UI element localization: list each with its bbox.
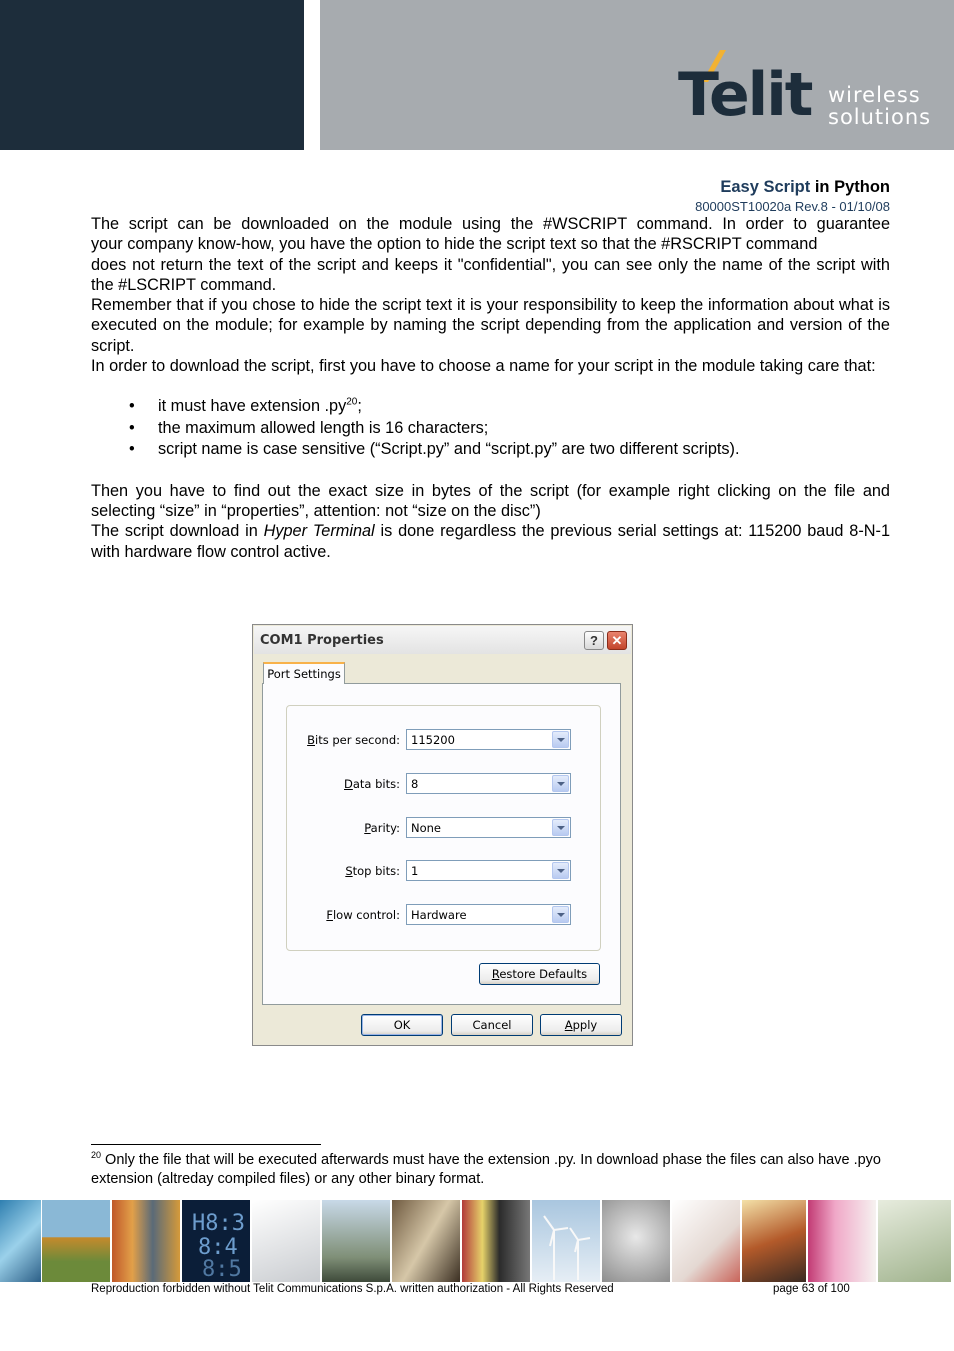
flow-control-row (287, 904, 600, 926)
body-text (91, 214, 890, 562)
list-item-text: script name is case sensitive (“Script.py” and “script.py” are two different scripts). (158, 440, 740, 459)
footer-photo (252, 1200, 320, 1282)
access-key: P (364, 821, 371, 835)
footer-photo (742, 1200, 806, 1282)
list-item-text: the maximum allowed length is 16 characters; (158, 418, 489, 437)
footer-image-strip (0, 1200, 954, 1282)
button-label: estore Defaults (499, 967, 588, 981)
button-label: pply (572, 1018, 598, 1032)
tab-port-settings[interactable]: Port Settings (263, 662, 345, 684)
bits-per-second-label (307, 733, 400, 747)
access-key: B (307, 733, 315, 747)
footer-photo (808, 1200, 876, 1282)
bits-per-second-select[interactable] (406, 729, 571, 750)
list-item-end: ; (357, 397, 362, 416)
label-text: ata bits: (352, 777, 400, 791)
parity-row (287, 817, 600, 839)
bits-per-second-row (287, 729, 600, 751)
logo-tagline-line1: wireless (828, 83, 921, 107)
com1-properties-dialog (252, 624, 633, 1046)
header-dark-panel (0, 0, 304, 150)
flow-control-label (326, 908, 400, 922)
stop-bits-label (345, 864, 400, 878)
access-key: R (491, 967, 500, 981)
chevron-down-icon[interactable] (552, 862, 569, 879)
stop-bits-row (287, 860, 600, 882)
flow-control-select[interactable] (406, 904, 571, 925)
logo-wordmark: Telit (678, 60, 812, 130)
footnote-text: Only the file that will be executed afterwards must have the extension .py. In download phase the files can also have .pyo extension (altreday compiled files) or any other binary format. (91, 1152, 881, 1187)
footer-photo (322, 1200, 390, 1282)
logo-tagline-line2: solutions (828, 105, 932, 129)
label-text: top bits: (352, 864, 400, 878)
select-value: 8 (411, 777, 419, 791)
paragraph-5-text: The script download in (91, 522, 264, 541)
ok-button[interactable]: OK (361, 1014, 443, 1036)
data-bits-select[interactable] (406, 773, 571, 794)
footnote-divider (91, 1144, 321, 1145)
label-text: arity: (370, 821, 400, 835)
dialog-title: COM1 Properties (260, 633, 384, 648)
footer-photo (42, 1200, 110, 1282)
settings-group (286, 705, 601, 951)
footer-photo (462, 1200, 530, 1282)
list-item (91, 418, 890, 440)
label-text: low control: (332, 908, 400, 922)
footer-photo (112, 1200, 180, 1282)
footer-photo (392, 1200, 460, 1282)
help-button[interactable]: ? (584, 631, 604, 650)
stop-bits-select[interactable] (406, 860, 571, 881)
select-value: 115200 (411, 733, 455, 747)
apply-button[interactable] (540, 1014, 622, 1036)
footer-photo (878, 1200, 951, 1282)
close-button[interactable]: ✕ (607, 631, 627, 650)
tab-panel (262, 683, 621, 1005)
document-reference: 80000ST10020a Rev.8 - 01/10/08 (695, 199, 890, 214)
document-title (720, 178, 890, 197)
logo-tagline (828, 84, 931, 128)
footer-photo-wind-turbines (540, 1206, 594, 1280)
paragraph-1-rest: does not return the text of the script and keeps it "confidential", you can see only the name of the script with the #LSCRIPT command. (91, 255, 890, 294)
chevron-down-icon[interactable] (552, 819, 569, 836)
data-bits-label (344, 777, 400, 791)
paragraph-1-line-1: The script can be downloaded on the module using the #WSCRIPT command. In order to guarantee (91, 215, 890, 233)
chevron-down-icon[interactable] (552, 906, 569, 923)
requirements-list (91, 396, 890, 461)
select-value: 1 (411, 864, 419, 878)
parity-label (364, 821, 400, 835)
access-key: D (344, 777, 353, 791)
cancel-button[interactable]: Cancel (451, 1014, 533, 1036)
select-value: Hardware (411, 908, 467, 922)
access-key: A (564, 1018, 573, 1032)
paragraph-3: In order to download the script, first you have to choose a name for your script in the module taking care that: (91, 357, 876, 376)
paragraph-5-emphasis: Hyper Terminal (263, 522, 375, 541)
footer-photo (672, 1200, 740, 1282)
parity-select[interactable] (406, 817, 571, 838)
footer-photo (602, 1200, 670, 1282)
footnote (91, 1151, 891, 1188)
chevron-down-icon[interactable] (552, 731, 569, 748)
paragraph-5 (91, 521, 890, 562)
footer-photo-digital-clock (188, 1204, 248, 1278)
footnote-ref[interactable]: 20 (346, 396, 358, 408)
chevron-down-icon[interactable] (552, 775, 569, 792)
page-number: page 63 of 100 (773, 1283, 850, 1295)
data-bits-row (287, 773, 600, 795)
label-text: its per second: (315, 733, 400, 747)
list-item (91, 439, 890, 461)
paragraph-4: Then you have to find out the exact size in bytes of the script (for example right clicking on the file and selecting “size” in “properties”, attention: not “size on the disc”) (91, 481, 890, 521)
paragraph-5-text-end: is done regardless the previous serial settings at: 115200 baud 8-N-1 with hardware flow control active. (91, 522, 890, 561)
list-item-text: it must have extension .py (158, 397, 347, 416)
list-item (91, 396, 890, 418)
svg-text:H8:3: H8:3 (192, 1211, 245, 1236)
restore-defaults-button[interactable] (479, 963, 600, 985)
access-key: F (326, 908, 333, 922)
paragraph-1-line-2: your company know-how, you have the option to hide the script text so that the #RSCRIPT command (91, 235, 818, 254)
footer-photo (0, 1200, 41, 1282)
svg-text:8:4: 8:4 (198, 1235, 238, 1260)
footer-copyright: Reproduction forbidden without Telit Communications S.p.A. written authorization - All Rights Reserved (91, 1283, 614, 1295)
select-value: None (411, 821, 442, 835)
dialog-title-bar[interactable] (254, 626, 631, 654)
paragraph-2: Remember that if you chose to hide the script text it is your responsibility to keep the information about what is executed on the module; for example by naming the script depending from the application and version of the script. (91, 296, 890, 355)
access-key: S (345, 864, 353, 878)
document-title-rest: in Python (810, 178, 890, 196)
footnote-number: 20 (91, 1150, 102, 1161)
svg-text:8:5: 8:5 (202, 1257, 242, 1278)
document-title-accent: Easy Script (720, 178, 811, 196)
